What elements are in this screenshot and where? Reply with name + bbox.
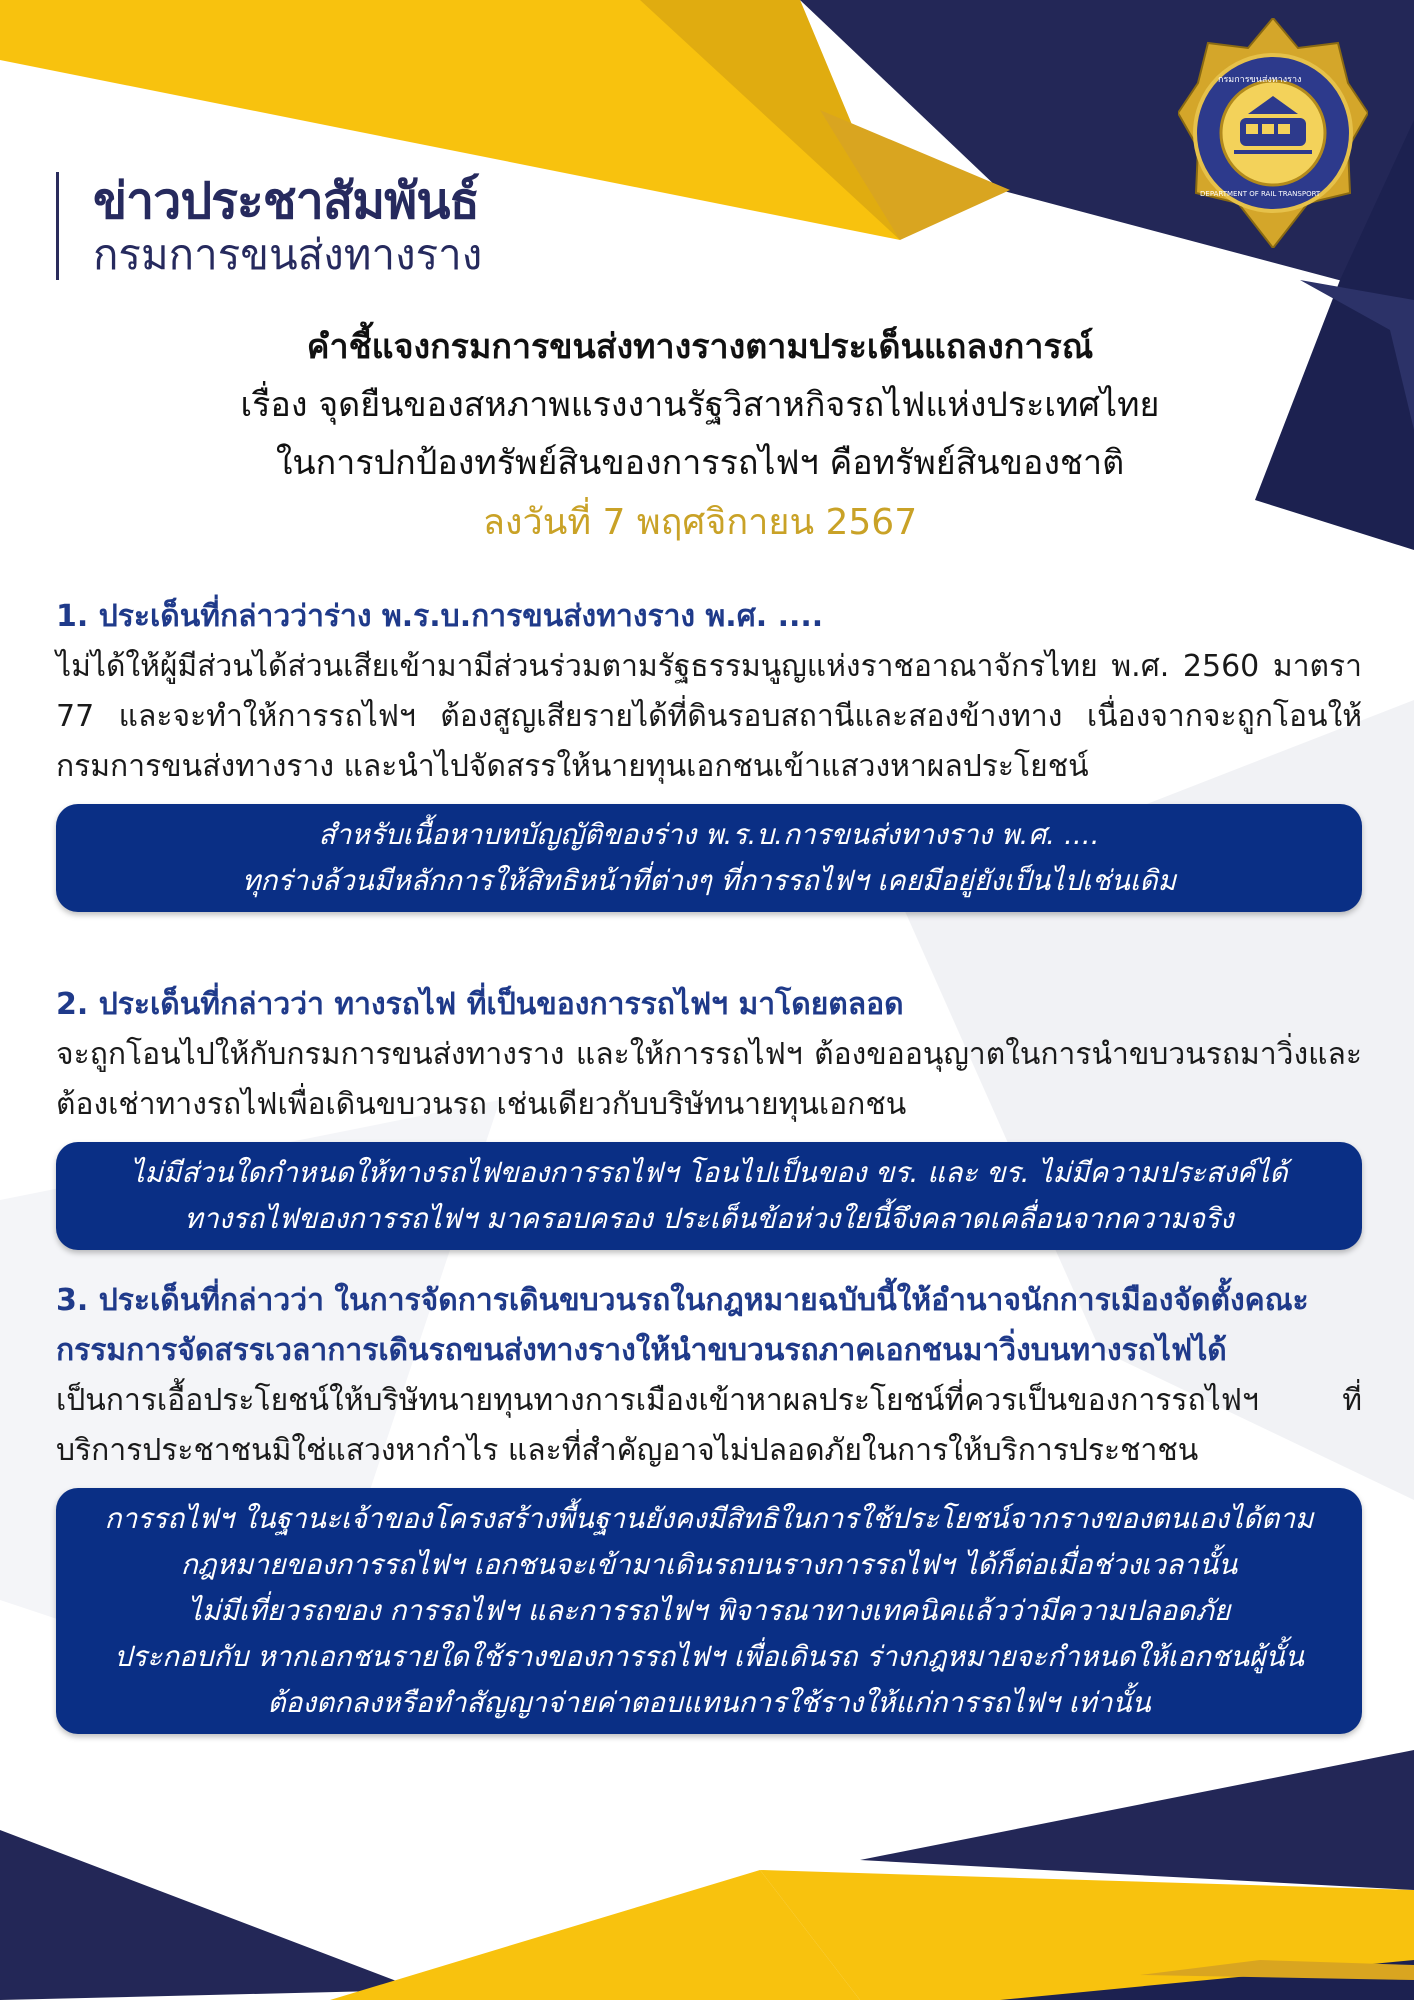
document-title: คำชี้แจงกรมการขนส่งทางรางตามประเด็นแถลงการณ์ [306,327,1094,367]
section-body: จะถูกโอนไปให้กับกรมการขนส่งทางราง และให้การรถไฟฯ ต้องขออนุญาตในการนำขบวนรถมาวิ่งและต้องเช่าทางรถไฟเพื่อเดินขบวนรถ เช่นเดียวกับบริษัทนายทุนเอกชน [56,1037,1362,1122]
clarification-line: การรถไฟฯ ในฐานะเจ้าของโครงสร้างพื้นฐานยังคงมีสิทธิในการใช้ประโยชน์จากรางของตนเองได้ตาม [104,1502,1314,1535]
header-title: ข่าวประชาสัมพันธ์ [93,172,479,230]
section-3 [56,1276,1362,1744]
section-1 [56,592,1362,922]
section-title: 1. ประเด็นที่กล่าวว่าร่าง พ.ร.บ.การขนส่งทางราง พ.ศ. .... [56,599,824,634]
clarification-box [56,804,1362,912]
section-2 [56,980,1362,1260]
section-title: 3. ประเด็นที่กล่าวว่า ในการจัดการเดินขบวนรถในกฎหมายฉบับนี้ให้อำนาจนักการเมืองจัดตั้งคณะกรรมการจัดสรรเวลาการเดินรถขนส่งทางรางให้นำขบวนรถภาคเอกชนมาวิ่งบนทางรถไฟได้ [56,1283,1309,1368]
clarification-line: ไม่มีเที่ยวรถของ การรถไฟฯ และการรถไฟฯ พิจารณาทางเทคนิคแล้วว่ามีความปลอดภัย [187,1594,1231,1627]
section-body: ไม่ได้ให้ผู้มีส่วนได้ส่วนเสียเข้ามามีส่วนร่วมตามรัฐธรรมนูญแห่งราชอาณาจักรไทย พ.ศ. 2560 มาตรา 77 และจะทำให้การรถไฟฯ ต้องสูญเสียรายได้ที่ดินรอบสถานีและสองข้างทาง เนื่องจากจะถูกโอนให้กรมการขนส่งทางราง และนำไปจัดสรรให้นายทุนเอกชนเข้าแสวงหาผลประโยชน์ [56,649,1362,784]
clarification-line: สำหรับเนื้อหาบทบัญญัติของร่าง พ.ร.บ.การขนส่งทางราง พ.ศ. .... [318,818,1100,851]
clarification-line: ประกอบกับ หากเอกชนรายใดใช้รางของการรถไฟฯ เพื่อเดินรถ ร่างกฎหมายจะกำหนดให้เอกชนผู้นั้น [114,1640,1304,1673]
clarification-line: ทางรถไฟของการรถไฟฯ มาครอบครอง ประเด็นข้อห่วงใยนี้จึงคลาดเคลื่อนจากความจริง [184,1202,1234,1235]
document-heading [130,318,1270,554]
department-seal [1178,18,1368,248]
header-subtitle: กรมการขนส่งทางราง [93,230,483,279]
press-header [56,172,482,280]
document-date: ลงวันที่ 7 พฤศจิกายน 2567 [482,502,918,543]
seal-text-top: กรมการขนส่งทางราง [1218,75,1302,85]
seal-text-bottom: DEPARTMENT OF RAIL TRANSPORT [1200,190,1321,198]
clarification-line: ทุกร่างล้วนมีหลักการให้สิทธิหน้าที่ต่างๆ ที่การรถไฟฯ เคยมีอยู่ยังเป็นไปเช่นเดิม [241,864,1177,897]
document-subject-line1: เรื่อง จุดยืนของสหภาพแรงงานรัฐวิสาหกิจรถไฟแห่งประเทศไทย [240,385,1160,425]
clarification-line: ต้องตกลงหรือทำสัญญาจ่ายค่าตอบแทนการใช้รางให้แก่การรถไฟฯ เท่านั้น [267,1686,1151,1719]
clarification-box [56,1142,1362,1250]
section-title: 2. ประเด็นที่กล่าวว่า ทางรถไฟ ที่เป็นของการรถไฟฯ มาโดยตลอด [56,987,904,1022]
clarification-box [56,1488,1362,1734]
clarification-line: กฎหมายของการรถไฟฯ เอกชนจะเข้ามาเดินรถบนรางการรถไฟฯ ได้ก็ต่อเมื่อช่วงเวลานั้น [180,1548,1238,1581]
clarification-line: ไม่มีส่วนใดกำหนดให้ทางรถไฟของการรถไฟฯ โอนไปเป็นของ ขร. และ ขร. ไม่มีความประสงค์ได้ [130,1156,1288,1189]
section-body: เป็นการเอื้อประโยชน์ให้บริษัทนายทุนทางการเมืองเข้าหาผลประโยชน์ที่ควรเป็นของการรถไฟฯ ที่บริการประชาชนมิใช่แสวงหากำไร และที่สำคัญอาจไม่ปลอดภัยในการให้บริการประชาชน [56,1383,1362,1468]
document-subject-line2: ในการปกป้องทรัพย์สินของการรถไฟฯ คือทรัพย์สินของชาติ [275,443,1125,483]
